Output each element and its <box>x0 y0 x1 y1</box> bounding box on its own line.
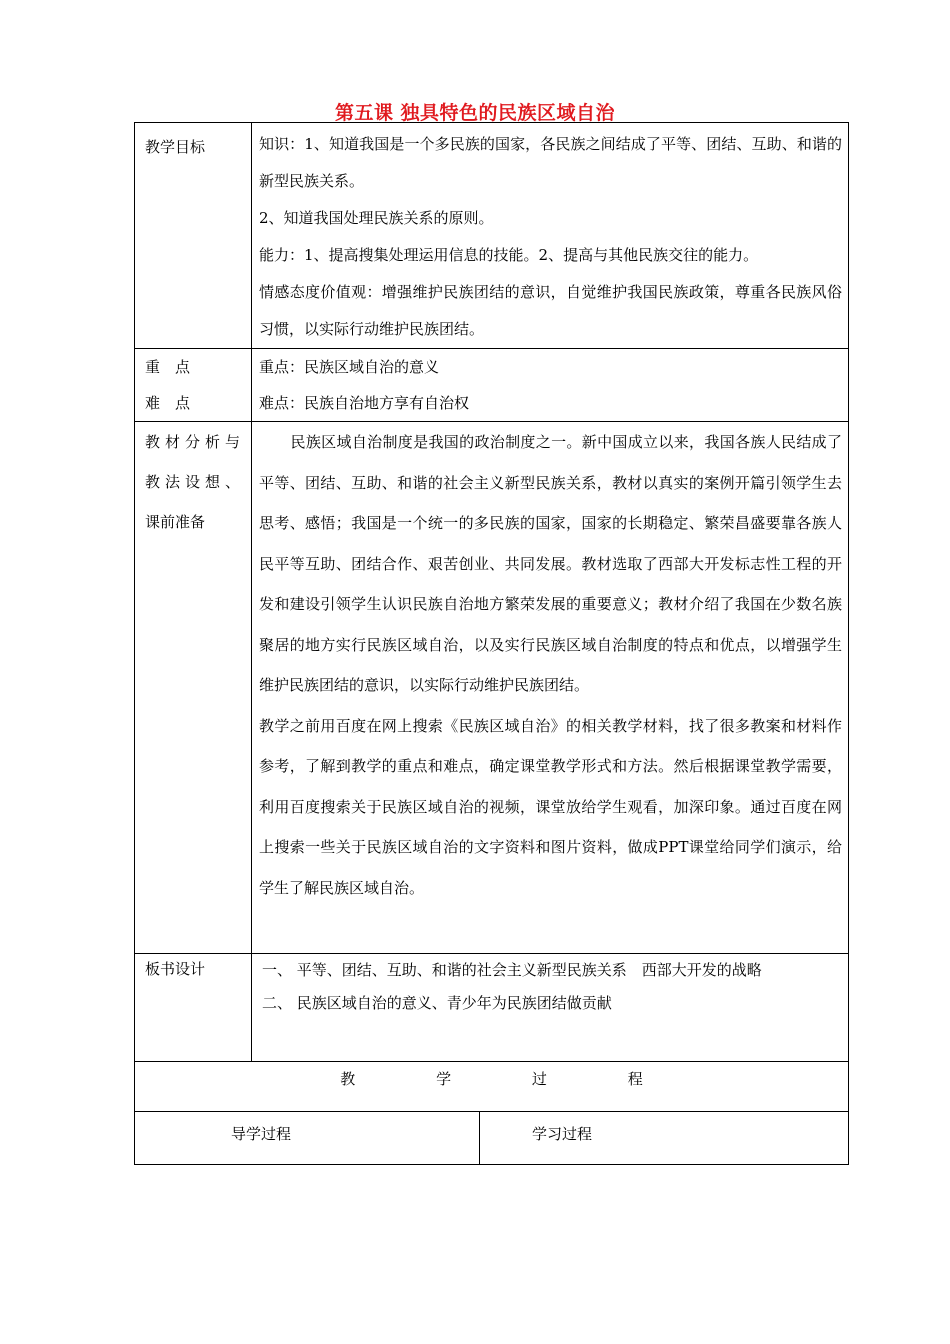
analysis-paragraph: 教学之前用百度在网上搜索《民族区域自治》的相关教学材料，找了很多教案和材料作参考，了解到教学的重点和难点，确定课堂教学形式和方法。然后根据课堂教学需要，利用百度搜索关于民族区域自治的视频，课堂放给学生观看，加深印象。通过百度在网上搜索一些关于民族区域自治的文字资料和图片资料，做成PPT课堂给同学们演示，给学生了解民族区域自治。 <box>259 716 843 897</box>
process-char: 教 <box>340 1070 356 1088</box>
analysis-label-line: 课前准备 <box>145 513 206 531</box>
lesson-plan-table <box>134 122 849 1165</box>
analysis-label-line: 教法设想、 <box>145 473 246 491</box>
objectives-content <box>252 123 849 349</box>
analysis-content <box>252 422 849 954</box>
board-content <box>252 954 849 1062</box>
board-row <box>135 954 849 1062</box>
objectives-line: 2、知道我国处理民族关系的原则。 <box>259 209 494 227</box>
objectives-line: 能力：1、提高搜集处理运用信息的技能。2、提高与其他民族交往的能力。 <box>259 246 759 264</box>
board-label: 板书设计 <box>135 954 252 1062</box>
objectives-row <box>135 123 849 349</box>
board-line: 二、 民族区域自治的意义、青少年为民族团结做贡献 <box>262 994 612 1012</box>
keypoints-label-difficult: 难 点 <box>145 394 191 412</box>
guided-process-header: 导学过程 <box>135 1112 480 1165</box>
process-header <box>135 1062 849 1112</box>
process-char: 过 <box>531 1070 547 1088</box>
keypoints-content <box>252 349 849 422</box>
keypoints-label <box>135 349 252 422</box>
analysis-paragraph: 民族区域自治制度是我国的政治制度之一。新中国成立以来，我国各族人民结成了平等、团结、互助、和谐的社会主义新型民族关系，教材以真实的案例开篇引领学生去思考、感悟；我国是一个统一的多民族的国家，国家的长期稳定、繁荣昌盛要靠各族人民平等互助、团结合作、艰苦创业、共同发展。教材选取了西部大开发标志性工程的开发和建设引领学生认识民族自治地方繁荣发展的重要意义；教材介绍了我国在少数名族聚居的地方实行民族区域自治，以及实行民族区域自治制度的特点和优点，以增强学生维护民族团结的意识，以实际行动维护民族团结。 <box>259 433 843 694</box>
analysis-label-line: 教材分析与 <box>145 433 246 451</box>
keypoints-label-key: 重 点 <box>145 358 191 376</box>
analysis-label <box>135 422 252 954</box>
difficulty-line: 难点：民族自治地方享有自治权 <box>259 394 470 412</box>
objectives-label: 教学目标 <box>135 123 252 349</box>
objectives-line: 情感态度价值观：增强维护民族团结的意识，自觉维护我国民族政策，尊重各民族风俗习惯，以实际行动维护民族团结。 <box>259 283 843 338</box>
process-row <box>135 1062 849 1112</box>
keypoints-row <box>135 349 849 422</box>
process-char: 程 <box>627 1070 643 1088</box>
analysis-row <box>135 422 849 954</box>
keypoint-line: 重点：民族区域自治的意义 <box>259 358 440 376</box>
process-subheader-row <box>135 1112 849 1165</box>
page-title: 第五课 独具特色的民族区域自治 <box>334 102 616 124</box>
objectives-line: 知识：1、知道我国是一个多民族的国家，各民族之间结成了平等、团结、互助、和谐的新型民族关系。 <box>259 135 843 190</box>
board-line: 一、 平等、团结、互助、和谐的社会主义新型民族关系 西部大开发的战略 <box>262 961 762 979</box>
learning-process-header: 学习过程 <box>480 1112 849 1165</box>
process-char: 学 <box>436 1070 452 1088</box>
